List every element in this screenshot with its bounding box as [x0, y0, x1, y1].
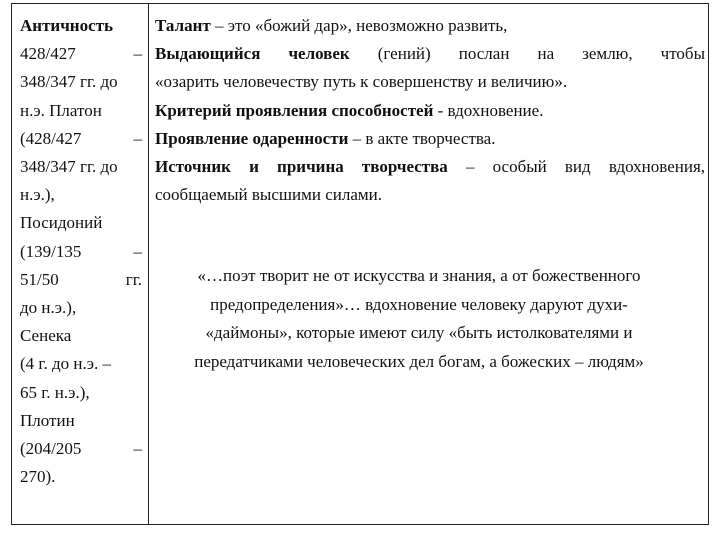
left-column	[20, 12, 142, 491]
talent-line: Талант – это «божий дар», невозможно развить,	[155, 16, 508, 35]
era-heading: Античность	[20, 16, 113, 35]
left-line: 51/50 гг.	[20, 269, 142, 289]
quote-line: «даймоны», которые имеют силу «быть истолкователями и	[205, 323, 633, 343]
left-line: (428/427 –	[20, 128, 142, 148]
left-line: 65 г. н.э.),	[20, 382, 90, 402]
left-line: (139/135 –	[20, 241, 142, 261]
left-line: (4 г. до н.э. –	[20, 354, 112, 374]
left-line: Посидоний	[20, 213, 103, 233]
left-line: Сенека	[20, 326, 72, 346]
left-line: Плотин	[20, 410, 75, 430]
left-line: н.э.),	[20, 185, 55, 205]
left-line: н.э. Платон	[20, 100, 102, 120]
quote-line: предопределения»… вдохновение человеку даруют духи-	[210, 294, 628, 314]
left-line: 348/347 гг. до	[20, 72, 118, 92]
left-line: 270).	[20, 467, 56, 487]
right-column	[155, 12, 705, 209]
criterion-line: Критерий проявления способностей - вдохновение.	[155, 100, 544, 120]
genius-line-cont: «озарить человечеству путь к совершенству и величию».	[155, 72, 568, 92]
quote-line: передатчиками человеческих дел богам, а божеских – людям»	[194, 351, 644, 371]
genius-line: Выдающийся человек (гений) послан на землю, чтобы	[155, 44, 706, 64]
manifestation-line: Проявление одаренности – в акте творчества.	[155, 128, 496, 148]
left-line: до н.э.),	[20, 298, 77, 318]
left-line: (204/205 –	[20, 439, 142, 459]
quote-line: «…поэт творит не от искусства и знания, а от божественного	[197, 266, 641, 285]
source-line-cont: сообщаемый высшими силами.	[155, 185, 382, 205]
quote-block	[143, 262, 695, 376]
source-line: Источник и причина творчества – особый вид вдохновения,	[155, 157, 706, 177]
left-line: 348/347 гг. до	[20, 157, 118, 177]
left-line: 428/427 –	[20, 44, 142, 64]
